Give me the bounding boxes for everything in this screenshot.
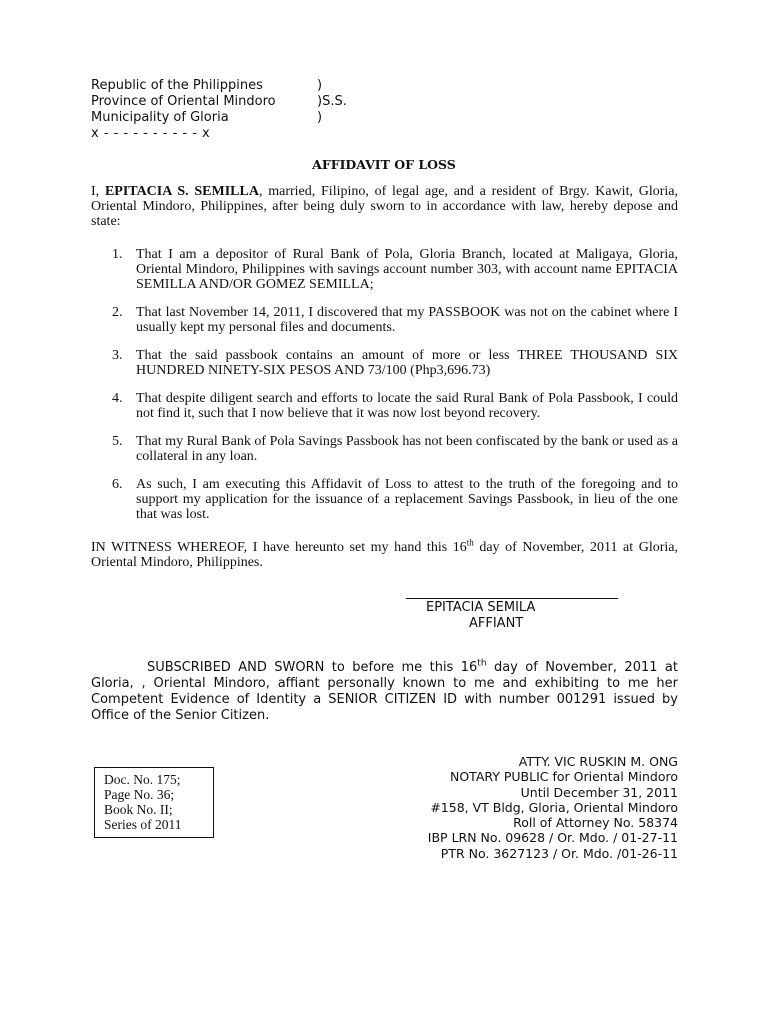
jurat-text-end: day of November, 2011 at Gloria, , Oriental Mindoro, affiant personally known to me and exhibiting to me her Competent Evidence of Identity a SENIOR CITIZEN ID with number 001291 issued by Office of the Senior Citizen. bbox=[91, 660, 678, 723]
venue-province: Province of Oriental Mindoro bbox=[91, 94, 276, 109]
venue-line-municipality bbox=[91, 110, 323, 126]
notary-name: ATTY. VIC RUSKIN M. ONG bbox=[518, 754, 678, 769]
ibp-number: IBP LRN No. 09628 / Or. Mdo. / 01-27-11 bbox=[427, 830, 678, 846]
item-number: 1. bbox=[112, 247, 123, 262]
jurat-text: SUBSCRIBED AND SWORN to before me this 16 bbox=[147, 660, 478, 675]
venue-line-province bbox=[91, 94, 347, 110]
ordinal-suffix: th bbox=[466, 537, 474, 548]
item-text: That my Rural Bank of Pola Savings Passbook has not been confiscated by the bank or used as a collateral in any loan. bbox=[136, 434, 678, 464]
statement-item bbox=[91, 305, 678, 335]
intro-prefix: I, bbox=[91, 184, 105, 199]
book-number: Book No. II; bbox=[104, 802, 173, 817]
item-number: 2. bbox=[112, 305, 123, 320]
venue-ss: )S.S. bbox=[317, 94, 347, 109]
notary-title: NOTARY PUBLIC for Oriental Mindoro bbox=[449, 769, 678, 785]
ptr-number: PTR No. 3627123 / Or. Mdo. /01-26-11 bbox=[440, 845, 678, 861]
commission-expiry: Until December 31, 2011 bbox=[520, 784, 678, 800]
roll-of-attorney: Roll of Attorney No. 58374 bbox=[513, 815, 678, 831]
affiant-name-bold: EPITACIA S. SEMILLA bbox=[104, 184, 259, 199]
statement-item bbox=[91, 434, 678, 464]
item-text: That last November 14, 2011, I discovered that my PASSBOOK was not on the cabinet where I usually kept my personal files and documents. bbox=[136, 305, 678, 335]
item-text: That despite diligent search and efforts to locate the said Rural Bank of Pola Passbook, I could not find it, such that I now believe that it was now lost beyond recovery. bbox=[136, 391, 678, 421]
item-text: As such, I am executing this Affidavit of Loss to attest to the truth of the foregoing and to support my application for the issuance of a replacement Savings Passbook, in lieu of the one that was lost. bbox=[136, 477, 678, 522]
item-number: 5. bbox=[112, 434, 123, 449]
item-number: 3. bbox=[112, 348, 123, 363]
affiant-label: AFFIANT bbox=[469, 616, 524, 631]
venue-bracket: ) bbox=[317, 78, 323, 93]
venue-bracket: ) bbox=[317, 110, 323, 125]
statement-item bbox=[91, 477, 678, 522]
series-year: Series of 2011 bbox=[104, 817, 182, 832]
ordinal-suffix: th bbox=[477, 658, 487, 669]
doc-number: Doc. No. 175; bbox=[104, 772, 181, 787]
statement-list bbox=[91, 247, 678, 535]
venue-municipality: Municipality of Gloria bbox=[91, 110, 229, 125]
venue-line-republic bbox=[91, 78, 323, 94]
statement-item bbox=[91, 348, 678, 378]
venue-separator: x - - - - - - - - - - x bbox=[91, 126, 211, 141]
signature-line bbox=[406, 598, 618, 599]
venue-header bbox=[91, 78, 347, 142]
notary-address: #158, VT Bldg, Gloria, Oriental Mindoro bbox=[430, 799, 678, 815]
witness-text-end: day of November, 2011 at Gloria, Oriental Mindoro, Philippines. bbox=[91, 540, 678, 570]
item-number: 4. bbox=[112, 391, 123, 406]
item-number: 6. bbox=[112, 477, 123, 492]
document-title: AFFIDAVIT OF LOSS bbox=[312, 157, 456, 172]
intro-text: , married, Filipino, of legal age, and a resident of Brgy. Kawit, Gloria, Oriental Mindoro, Philippines, after being duly sworn to in accordance with law, hereby depose and state: bbox=[91, 184, 678, 229]
intro-paragraph bbox=[91, 184, 678, 229]
venue-country: Republic of the Philippines bbox=[91, 78, 263, 93]
affiant-name: EPITACIA SEMILA bbox=[426, 600, 536, 615]
notarial-register-box bbox=[94, 767, 214, 838]
statement-item bbox=[91, 247, 678, 292]
page-number: Page No. 36; bbox=[104, 787, 175, 802]
item-text: That the said passbook contains an amount of more or less THREE THOUSAND SIX HUNDRED NINETY-SIX PESOS AND 73/100 (Php3,696.73) bbox=[136, 348, 678, 378]
notary-block bbox=[428, 754, 678, 861]
witness-text: IN WITNESS WHEREOF, I have hereunto set my hand this 16 bbox=[91, 540, 467, 555]
statement-item bbox=[91, 391, 678, 421]
witness-paragraph bbox=[91, 537, 678, 570]
jurat-paragraph bbox=[91, 660, 678, 724]
item-text: That I am a depositor of Rural Bank of Pola, Gloria Branch, located at Maligaya, Gloria, Oriental Mindoro, Philippines with savings account number 303, with account name EPITACIA SEMILLA AND/OR GOMEZ SEMILLA; bbox=[136, 247, 678, 292]
